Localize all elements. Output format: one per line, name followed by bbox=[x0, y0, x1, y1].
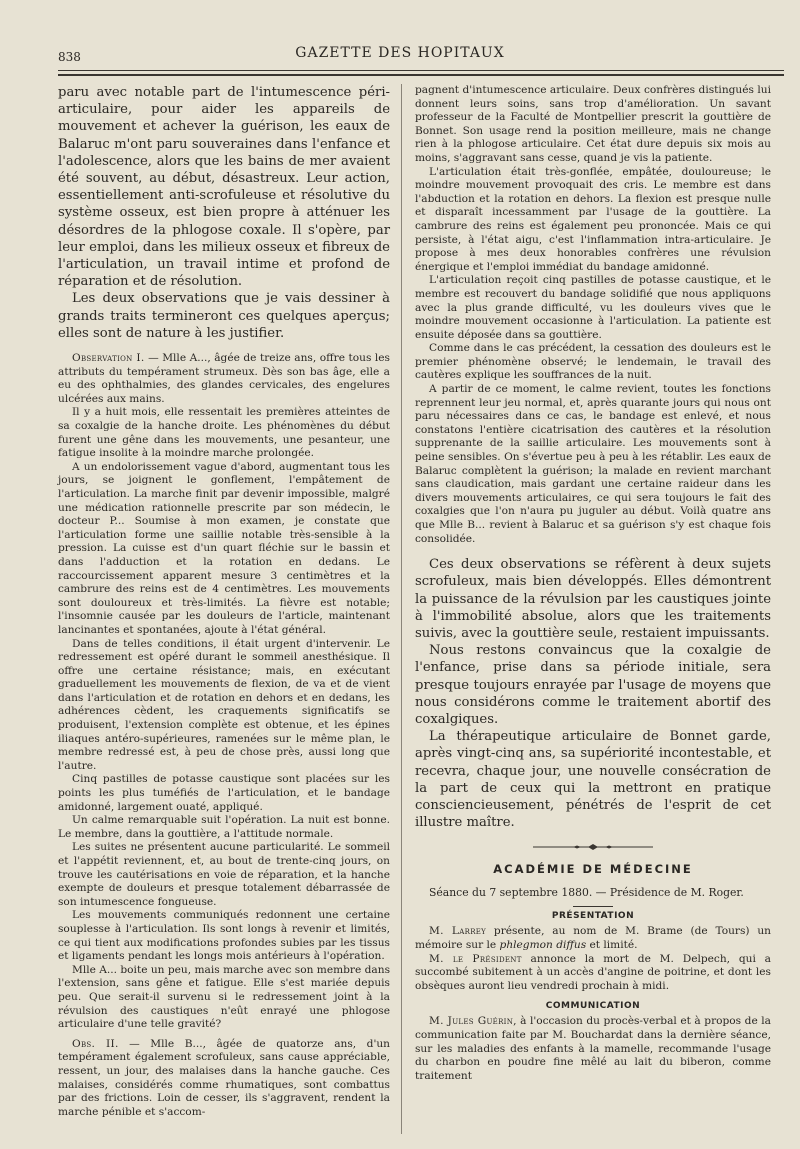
section-title: ACADÉMIE DE MÉDECINE bbox=[493, 862, 693, 877]
communication-entry bbox=[415, 1015, 771, 1083]
subsection-title: PRÉSENTATION bbox=[551, 911, 635, 922]
spacer bbox=[58, 342, 390, 352]
right-column bbox=[415, 84, 771, 1083]
observation-paragraph: Comme dans le cas précédent, la cessation des douleurs est le premier phénomène observé; le lendemain, le travail des cautères explique les souffrances de la nuit. bbox=[415, 342, 771, 382]
observation-paragraph: Les suites ne présentent aucune particularité. Le sommeil et l'appétit reviennent, et, au bout de trente-cinq jours, on trouve les cautérisations en voie de réparation, et la hanche exempte de douleurs et presque totalement débarrassée de son intumescence fongueuse. bbox=[58, 841, 390, 908]
observation-text: — Mlle A..., âgée de treize ans, offre tous les attributs du tempérament strumeux. Dès son bas âge, elle a eu des ophthalmies, des glandes cervicales, des engelures ulcérées aux mains. bbox=[58, 352, 390, 405]
speaker-name: M. le Président bbox=[429, 952, 522, 965]
observation-paragraph: Un calme remarquable suit l'opération. La nuit est bonne. Le membre, dans la gouttière, a l'attitude normale. bbox=[58, 814, 390, 840]
conclusion-paragraph: Nous restons convaincus que la coxalgie de l'enfance, prise dans sa période initiale, sera presque toujours enrayée par l'usage de moyens que nous considérons comme le traitement abortif des coxalgiques. bbox=[415, 643, 771, 728]
observation-paragraph: L'articulation était très-gonflée, empâtée, douloureuse; le moindre mouvement provoquait des cris. Le membre est dans l'abduction et la rotation en dehors. La flexion est presque nulle et disparaît incessamment par l'usage de la gouttière. La cambrure des reins est également peu prononcée. Mais ce qui persiste, à l'état aigu, c'est l'inflammation intra-articulaire. Je propose à mes deux honorables confrères une révulsion énergique et l'emploi immédiat du bandage amidonné. bbox=[415, 165, 771, 273]
subsection-title: COMMUNICATION bbox=[545, 1001, 641, 1012]
observation-paragraph: A partir de ce moment, le calme revient, toutes les fonctions reprennent leur jeu normal, et, après quarante jours qui nous ont paru nécessaires dans ce cas, le bandage est enlevé, et nous constatons l'entière cicatrisation des cautères et la résolution supprenante de la saillie articulaire. Les mouvements sont à peine sensibles. On s'évertue peu à peu à les rétablir. Les eaux de Balaruc complètent la guérison; la malade en revient marchant sans claudication, mais gardant une certaine raideur dans les divers mouvements articulaires, ce qui sera toujours le fait des coxalgies que l'on n'aura pu juguler au début. Voilà quatre ans que Mlle B... revient à Balaruc et sa guérison s'y est chaque fois consolidée. bbox=[415, 383, 771, 545]
observation-label: Observation I. bbox=[72, 352, 145, 365]
observation-paragraph: Dans de telles conditions, il était urgent d'intervenir. Le redressement est opéré durant le sommeil anesthésique. Il offre une certaine résistance; mais, en exécutant graduellement les mouvements de flexion, de va et de vient dans l'articulation et de rotation en dehors et en dedans, les adhérences cèdent, les craquements significatifs se produisent, l'extension complète est obtenue, et les épines iliaques antéro-supérieures, ramenées sur le même plan, le membre redressé est, à peu de chose près, aussi long que l'autre. bbox=[58, 637, 390, 772]
observation-2-opening bbox=[58, 1038, 390, 1120]
presentation-entry bbox=[415, 953, 771, 994]
short-rule bbox=[573, 906, 613, 907]
speaker-name: M. Jules Guérin bbox=[429, 1015, 514, 1028]
entry-text: et limité. bbox=[586, 939, 638, 952]
conclusion-paragraph: La thérapeutique articulaire de Bonnet garde, après vingt-cinq ans, sa supériorité incontestable, et recevra, chaque jour, une nouvelle consécration de la part de ceux qui la mettront en pratique consciencieusement, pénétrés de l'esprit de cet illustre maître. bbox=[415, 729, 771, 831]
observation-paragraph: Cinq pastilles de potasse caustique sont placées sur les points les plus tuméfiés de l'articulation, et le bandage amidonné, largement ouaté, appliqué. bbox=[58, 773, 390, 813]
running-title: GAZETTE DES HOPITAUX bbox=[295, 45, 505, 61]
entry-italic: phlegmon diffus bbox=[499, 939, 587, 952]
session-line: Séance du 7 septembre 1880. — Présidence de M. Roger. bbox=[429, 886, 744, 900]
observation-1-opening bbox=[58, 352, 390, 406]
speaker-name: M. Larrey bbox=[429, 925, 487, 938]
intro-paragraph: Les deux observations que je vais dessiner à grands traits termineront ces quelques aperçus; elles sont de nature à les justifier. bbox=[58, 291, 390, 341]
observation-paragraph: Mlle A... boite un peu, mais marche avec son membre dans l'extension, sans gêne et fatigue. Elle s'est mariée depuis peu. Que serait-il survenu si le redressement joint à la révulsion des caustiques n'eût enrayé une phlogose articulaire d'une telle gravité? bbox=[58, 963, 390, 1031]
observation-text: — Mlle B..., âgée de quatorze ans, d'un tempérament également scrofuleux, sans cause appréciable, ressent, un jour, des malaises dans la hanche gauche. Ces malaises, considérés comme rhumatiques, sont combattus par des frictions. Loin de cesser, ils s'aggravent, rendent la marche pénible et s'accom- bbox=[58, 1037, 390, 1118]
observation-paragraph: Les mouvements communiqués redonnent une certaine souplesse à l'articulation. Ils sont longs à revenir et limités, ce qui tient aux modifications profondes subies par les tissus et ligaments pendant les longs mois antérieurs à l'opération. bbox=[58, 909, 390, 963]
presentation-entry bbox=[415, 925, 771, 952]
observation-continuation: pagnent d'intumescence articulaire. Deux confrères distingués lui donnent leurs soins, sans trop d'amélioration. Un savant professeur de la Faculté de Montpellier prescrit la gouttière de Bonnet. Son usage rend la position meilleure, mais ne change rien à la phlogose articulaire. Cet état dure depuis six mois au moins, s'aggravant sans cesse, quand je vis la patiente. bbox=[415, 84, 771, 164]
entry-text: annonce la mort de M. Delpech, qui a succombé subitement à un accès d'angine de poitrine, et dont les obsèques auront lieu vendredi prochain à midi. bbox=[415, 952, 771, 992]
observation-label: Obs. II. bbox=[72, 1037, 119, 1050]
entry-text: , à l'occasion du procès-verbal et à propos de la communication faite par M. Bouchardat dans la dernière séance, sur les maladies des enfants à la mamelle, recommande l'usage du charbon en poudre fine mêlé au lait du biberon, comme traitement bbox=[415, 1015, 771, 1082]
page-number: 838 bbox=[58, 50, 81, 64]
observation-paragraph: Il y a huit mois, elle ressentait les premières atteintes de sa coxalgie de la hanche droite. Les phénomènes du début furent une gêne dans les mouvements, une pesanteur, une fatigue insolite à la moindre marche prolongée. bbox=[58, 406, 390, 460]
section-ornament bbox=[415, 843, 771, 854]
column-divider bbox=[401, 84, 402, 1134]
observation-paragraph: A un endolorissement vague d'abord, augmentant tous les jours, se joignent le gonflement, l'empâtement de l'articulation. La marche finit par devenir impossible, malgré une médication rationnelle prescrite par son médecin, le docteur P... Soumise à mon examen, je constate que l'articulation forme une saillie notable très-sensible à la pression. La cuisse est d'un quart fléchie sur le bassin et dans l'adduction et la rotation en dedans. Le raccourcissement apparent mesure 3 centimètres et la cambrure des reins est de 4 centimètres. Les mouvements sont douloureux et très-limités. La fièvre est notable; l'insomnie causée par les douleurs de l'article, maintenant lancinantes et spontanées, ajoute à l'état général. bbox=[58, 460, 390, 636]
observation-paragraph: L'articulation reçoit cinq pastilles de potasse caustique, et le membre est recouvert du bandage solidifié que nous appliquons avec la plus grande difficulté, vu les douleurs vives que le moindre mouvement occasionne à l'articulation. La patiente est ensuite déposée dans sa gouttière. bbox=[415, 274, 771, 341]
header-rule bbox=[58, 70, 784, 71]
header-rule-thick bbox=[58, 74, 784, 76]
intro-paragraph: paru avec notable part de l'intumescence péri-articulaire, pour aider les appareils de mouvement et achever la guérison, les eaux de Balaruc m'ont paru souveraines dans l'enfance et l'adolescence, alors que les bains de mer avaient été souvent, au début, désastreux. Leur action, essentiellement anti-scrofuleuse et résolutive du système osseux, est bien propre à atténuer les désordres de la phlogose coxale. Il s'opère, par leur emploi, dans les milieux osseux et fibreux de l'articulation, un travail intime et profond de réparation et de résolution. bbox=[58, 85, 390, 290]
ornament-rule-icon bbox=[533, 843, 653, 851]
left-column bbox=[58, 84, 390, 1119]
spacer bbox=[415, 546, 771, 556]
conclusion-paragraph: Ces deux observations se réfèrent à deux sujets scrofuleux, mais bien développés. Elles démontrent la puissance de la révulsion par les caustiques jointe à l'immobilité absolue, alors que les traitements suivis, avec la gouttière seule, restaient impuissants. bbox=[415, 557, 771, 641]
entry-text: présente, au nom de M. Brame (de Tours) un mémoire sur le bbox=[415, 925, 771, 952]
